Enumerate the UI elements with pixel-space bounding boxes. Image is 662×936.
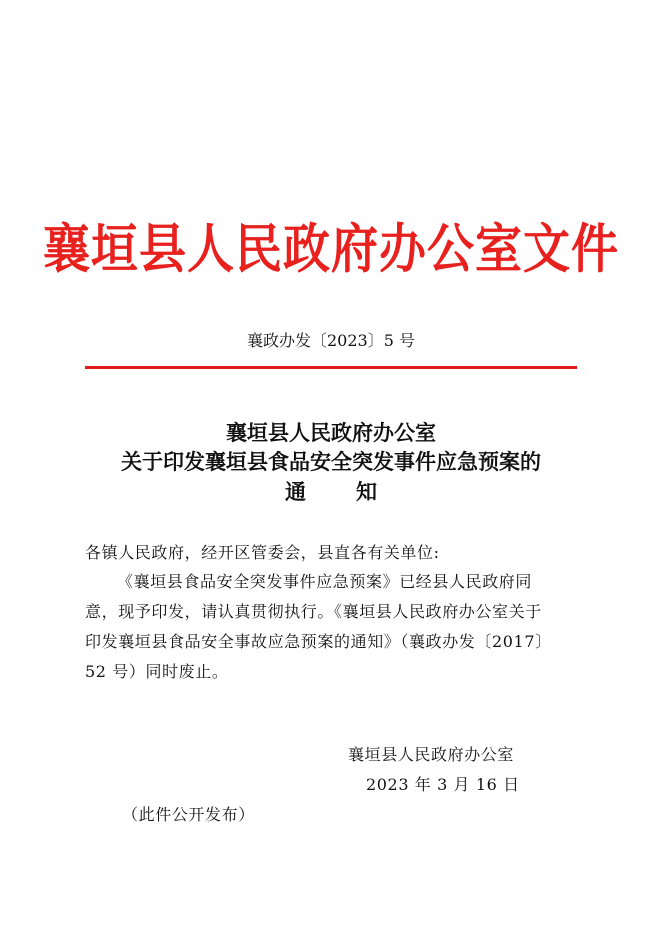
salutation: 各镇人民政府，经开区管委会，县直各有关单位: (85, 543, 440, 562)
issuer-signature: 襄垣县人民政府办公室 (348, 745, 515, 764)
body-paragraph-line-1: 《襄垣县食品安全突发事件应急预案》已经县人民政府同 (117, 572, 533, 591)
notice-title-line-2: 关于印发襄垣县食品安全突发事件应急预案的 (121, 449, 541, 474)
red-divider-rule (85, 366, 577, 369)
body-paragraph-line-2: 意，现予印发，请认真贯彻执行。《襄垣县人民政府办公室关于 (85, 602, 542, 621)
document-number: 襄政办发〔2023〕5 号 (247, 331, 415, 350)
issue-date: 2023 年 3 月 16 日 (366, 775, 520, 794)
body-paragraph-line-3: 印发襄垣县食品安全事故应急预案的通知》（襄政办发〔2017〕 (85, 632, 552, 651)
notice-title-char-1: 通 (285, 479, 306, 504)
masthead-title: 襄垣县人民政府办公室文件 (43, 218, 619, 281)
notice-title-line-3 (0, 479, 662, 505)
body-paragraph-line-4: 52 号）同时废止。 (85, 662, 229, 681)
notice-title-line-1: 襄垣县人民政府办公室 (226, 420, 436, 445)
publication-note: （此件公开发布） (122, 805, 255, 824)
notice-title-char-2: 知 (356, 479, 377, 504)
